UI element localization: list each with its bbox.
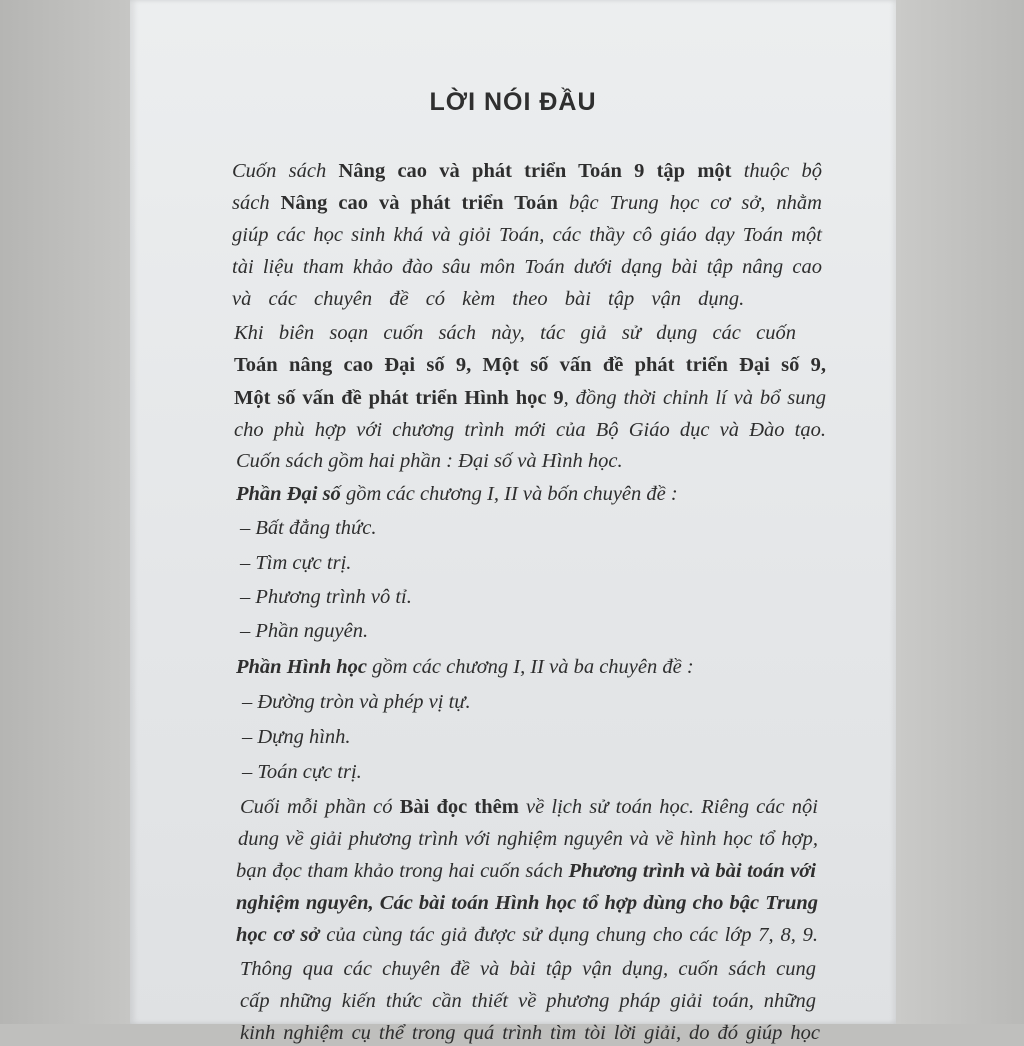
text-line [240, 550, 351, 576]
text-line [236, 858, 816, 884]
text-line [234, 385, 826, 411]
text-segment: Cuối mỗi phần có [240, 796, 400, 818]
text-segment: – Toán cực trị. [242, 761, 362, 783]
text-line [236, 481, 678, 507]
text-segment: – Bất đẳng thức. [240, 517, 377, 539]
text-segment: Thông qua các chuyên đề và bài tập vận dụng, cuốn sách cung [240, 958, 816, 980]
text-segment: Bài đọc thêm [399, 796, 519, 818]
text-segment: về lịch sử toán học. Riêng các nội [518, 796, 818, 818]
text-line [238, 826, 818, 852]
text-segment: – Đường tròn và phép vị tự. [242, 691, 471, 713]
text-segment: của cùng tác giả được sử dụng chung cho các lớp 7, 8, 9. [319, 924, 818, 946]
text-segment: sách [232, 192, 281, 214]
text-segment: Cuốn sách gồm hai phần : Đại số và Hình học. [236, 450, 623, 472]
text-segment: gồm các chương I, II và ba chuyên đề : [367, 656, 694, 678]
text-line [240, 618, 368, 644]
background-right [896, 0, 1024, 1024]
text-segment: bậc Trung học cơ sở, nhằm [557, 192, 822, 214]
text-line [232, 158, 822, 184]
text-segment: dung về giải phương trình với nghiệm nguyên và về hình học tổ hợp, [238, 828, 818, 850]
text-line [234, 417, 826, 443]
text-segment: gồm các chương I, II và bốn chuyên đề : [340, 483, 678, 505]
text-segment: Nâng cao và phát triển Toán [280, 192, 558, 214]
text-segment: giúp các học sinh khá và giỏi Toán, các thầy cô giáo dạy Toán một [232, 224, 822, 246]
text-segment: Phần Hình học [236, 656, 368, 678]
text-segment: Toán nâng cao Đại số 9, Một số vấn đề phát triển Đại số 9, [234, 354, 826, 376]
text-line [232, 254, 822, 280]
text-segment: thuộc bộ [731, 160, 823, 182]
text-segment: và các chuyên đề có kèm theo bài tập vận dụng. [232, 288, 745, 310]
text-segment: Khi biên soạn cuốn sách này, tác giả sử dụng các cuốn [234, 322, 796, 344]
text-segment: , đồng thời chỉnh lí và bổ sung [563, 387, 826, 409]
text-line [234, 352, 826, 378]
text-segment: cấp những kiến thức cần thiết về phương pháp giải toán, những [240, 990, 816, 1012]
text-segment: nghiệm nguyên, Các bài toán Hình học tổ hợp dùng cho bậc Trung [236, 892, 818, 914]
text-segment: tài liệu tham khảo đào sâu môn Toán dưới dạng bài tập nâng cao [232, 256, 822, 278]
text-segment: kinh nghiệm cụ thể trong quá trình tìm tòi lời giải, do đó giúp học [240, 1022, 820, 1044]
text-line [236, 654, 694, 680]
text-line [240, 988, 816, 1014]
text-line [234, 320, 796, 346]
text-line [242, 724, 351, 750]
text-segment: Một số vấn đề phát triển Hình học 9 [234, 387, 564, 409]
text-line [240, 794, 818, 820]
text-line [242, 689, 471, 715]
text-segment: cho phù hợp với chương trình mới của Bộ Giáo dục và Đào tạo. [234, 419, 826, 441]
text-segment: Phương trình và bài toán với [568, 860, 816, 882]
text-segment: Phần Đại số [236, 483, 341, 505]
background-left [0, 0, 130, 1024]
text-segment: – Phần nguyên. [240, 620, 369, 642]
text-line [240, 1020, 820, 1046]
text-segment: – Tìm cực trị. [240, 552, 352, 574]
text-line [236, 922, 818, 948]
text-segment: – Dựng hình. [242, 726, 351, 748]
text-line [240, 956, 816, 982]
text-line [242, 759, 362, 785]
text-segment: – Phương trình vô tỉ. [240, 586, 412, 608]
text-segment: học cơ sở [236, 924, 320, 946]
text-line [232, 190, 822, 216]
text-segment: Cuốn sách [232, 160, 339, 182]
text-segment: Nâng cao và phát triển Toán 9 tập một [338, 160, 732, 182]
text-line [240, 584, 412, 610]
page-title: LỜI NÓI ĐẦU [429, 88, 597, 116]
text-segment: bạn đọc tham khảo trong hai cuốn sách [236, 860, 569, 882]
text-line [236, 890, 818, 916]
text-line [232, 222, 822, 248]
book-page [130, 0, 896, 1044]
text-line [232, 286, 744, 312]
text-line [236, 448, 623, 474]
text-line [240, 515, 376, 541]
